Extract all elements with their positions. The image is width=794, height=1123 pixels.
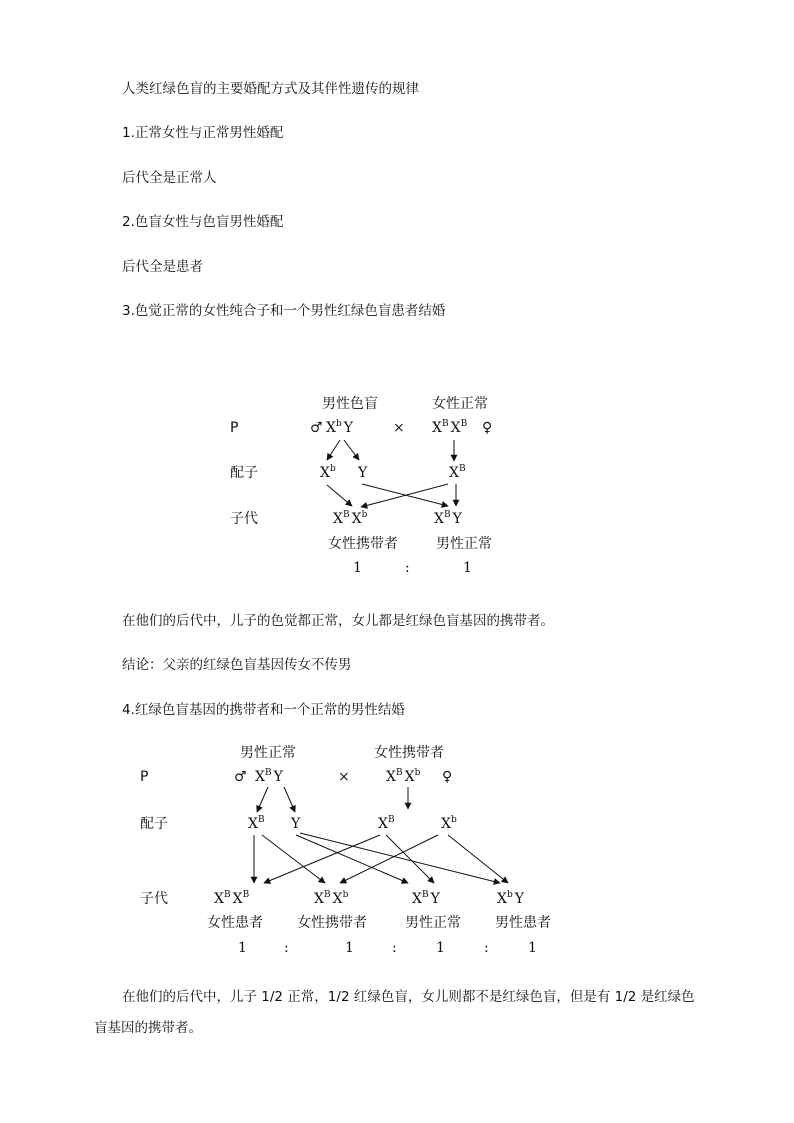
d2-ratio-3: 1	[436, 940, 445, 956]
d1-offspring-genotype-2: $X^B$ Y	[434, 510, 462, 527]
d1-row-p: P	[230, 420, 239, 436]
cross-diagram-2	[0, 735, 794, 965]
d2-mother-label: 女性携带者	[374, 745, 444, 761]
d2-ratio-sep-2: :	[392, 940, 397, 956]
d1-offspring-genotype-1: $X^B$ $X^b$	[333, 510, 368, 527]
case1-result: 后代全是正常人	[122, 170, 217, 186]
d1-arrow-p-to-gamete-y	[344, 440, 359, 460]
d2-offspring-label-2: 女性携带者	[297, 915, 367, 931]
d2-arrow-y-to-o3	[296, 835, 408, 883]
d2-row-p: P	[140, 769, 149, 785]
case2-result: 后代全是患者	[122, 259, 203, 275]
d2-arrow-p-to-gamete-xB	[257, 787, 268, 812]
d2-gamete-mother-x2: $X^b$	[441, 815, 457, 832]
case4-heading: 4.红绿色盲基因的携带者和一个正常的男性结婚	[122, 702, 405, 718]
d2-offspring-genotype-1: $X^B$ $X^B$	[214, 890, 250, 907]
case2-heading: 2.色盲女性与色盲男性婚配	[122, 214, 284, 230]
case3-summary: 在他们的后代中，儿子的色觉都正常，女儿都是红绿色盲基因的携带者。	[122, 613, 554, 629]
d1-ratio-sep: :	[405, 560, 410, 576]
d2-row-offspring: 子代	[140, 891, 168, 907]
case1-heading: 1.正常女性与正常男性婚配	[122, 125, 284, 141]
d1-cross-symbol: ×	[393, 420, 405, 436]
d2-male-symbol: ♂	[234, 769, 247, 785]
d1-ratio-2: 1	[463, 560, 472, 576]
d2-arrow-p-to-gamete-y	[284, 787, 295, 812]
d1-ratio-1: 1	[353, 560, 362, 576]
d1-row-gametes: 配子	[230, 465, 258, 481]
d2-arrow-x2-to-o4	[448, 835, 508, 883]
d2-father-genotype: $X^B$ Y	[255, 768, 283, 785]
d1-offspring-label-2: 男性正常	[436, 536, 492, 552]
d2-mother-genotype: $X^B$ $X^b$	[386, 768, 421, 785]
d2-arrow-xB-to-o2	[262, 835, 325, 883]
d2-ratio-1: 1	[238, 940, 247, 956]
d2-gamete-father-y: Y	[291, 816, 301, 832]
d1-gamete-father-x: $X^b$	[320, 464, 336, 481]
d2-female-symbol: ♀	[442, 769, 453, 785]
d1-mother-label: 女性正常	[432, 396, 488, 412]
d2-offspring-label-4: 男性患者	[495, 915, 551, 931]
d2-offspring-label-3: 男性正常	[405, 915, 461, 931]
d1-father-genotype: $X^b$ Y	[326, 419, 353, 436]
d2-cross-symbol: ×	[338, 769, 350, 785]
d1-gamete-father-y: Y	[358, 465, 368, 481]
d1-offspring-label-1: 女性携带者	[328, 536, 398, 552]
d2-gamete-father-x: $X^B$	[248, 815, 265, 832]
d2-ratio-sep-3: :	[484, 940, 489, 956]
d2-arrow-y-to-o4	[300, 833, 500, 883]
d2-offspring-genotype-4: $X^b$ Y	[497, 890, 524, 907]
d2-offspring-genotype-3: $X^B$ Y	[412, 890, 440, 907]
d2-arrow-x2-to-o2	[340, 835, 438, 883]
d2-row-gametes: 配子	[140, 816, 168, 832]
d1-gamete-mother-x: $X^B$	[449, 464, 466, 481]
d2-arrow-x1-to-o1	[264, 835, 380, 883]
doc-title: 人类红绿色盲的主要婚配方式及其伴性遗传的规律	[122, 81, 419, 97]
case3-conclusion: 结论：父亲的红绿色盲基因传女不传男	[122, 657, 352, 673]
d1-mother-genotype: $X^B$ $X^B$	[432, 419, 468, 436]
d1-arrow-p-to-gamete-xb	[327, 440, 340, 460]
cross-diagram-1	[0, 380, 794, 600]
case3-heading: 3.色觉正常的女性纯合子和一个男性红绿色盲患者结婚	[122, 303, 446, 319]
d2-ratio-2: 1	[345, 940, 354, 956]
d1-father-label: 男性色盲	[322, 396, 378, 412]
d2-ratio-sep-1: :	[284, 940, 289, 956]
case4-summary: 在他们的后代中，儿子 1/2 正常，1/2 红绿色盲，女儿则都不是红绿色盲，但是有 1/2 是红绿色盲基因的携带者。	[94, 989, 695, 1036]
d1-male-symbol: ♂	[310, 420, 323, 436]
d2-father-label: 男性正常	[240, 745, 296, 761]
d2-gamete-mother-x1: $X^B$	[378, 815, 395, 832]
d2-ratio-4: 1	[528, 940, 537, 956]
d2-offspring-label-1: 女性患者	[207, 915, 263, 931]
d2-offspring-genotype-2: $X^B$ $X^b$	[314, 890, 349, 907]
d2-arrow-x1-to-o3	[386, 835, 434, 883]
d1-row-offspring: 子代	[230, 511, 258, 527]
d1-arrow-xb-to-daughter	[327, 485, 352, 506]
d1-female-symbol: ♀	[482, 420, 493, 436]
